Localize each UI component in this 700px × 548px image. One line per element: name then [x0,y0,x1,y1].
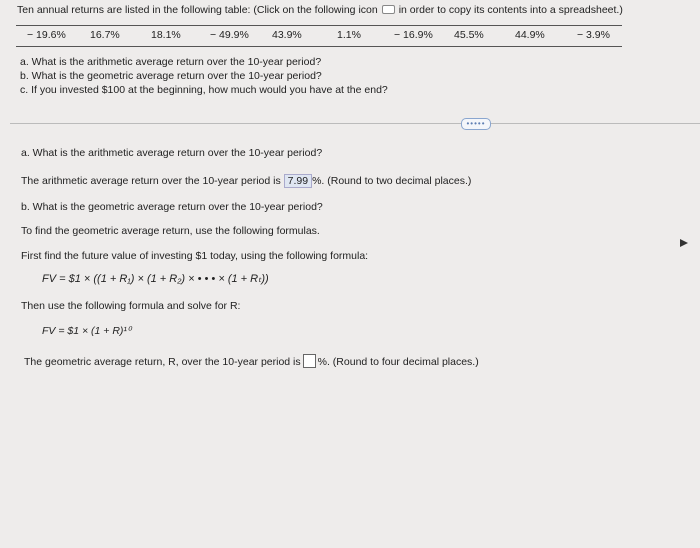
intro-text-before: Ten annual returns are listed in the following table: (Click on the following icon [17,4,378,16]
return-cell-7: − 16.9% [394,29,433,41]
return-cell-1: − 19.6% [27,29,66,41]
copy-spreadsheet-icon[interactable] [382,5,395,14]
question-c: c. If you invested $100 at the beginning, how much would you have at the end? [20,84,388,96]
table-bottom-border [16,46,622,47]
expand-more-button[interactable]: ••••• [461,118,491,130]
return-cell-9: 44.9% [515,29,545,41]
mouse-pointer-icon [680,239,688,247]
answer-b-heading: b. What is the geometric average return over the 10-year period? [21,201,323,213]
answer-b-line [24,354,479,368]
answer-b-text-before: The geometric average return, R, over the 10-year period is [24,356,301,368]
geometric-return-input[interactable] [303,354,316,368]
return-cell-4: − 49.9% [210,29,249,41]
formula-future-value: FV = $1 × ((1 + R₁) × (1 + R₂) × • • • × (1 + Rₜ)) [42,273,269,285]
formula-geometric: FV = $1 × (1 + R)¹⁰ [42,325,132,337]
answer-b-line3: Then use the following formula and solve for R: [21,300,241,312]
table-top-border [16,25,622,26]
intro-text-after: in order to copy its contents into a spreadsheet.) [398,4,623,16]
return-cell-2: 16.7% [90,29,120,41]
question-b: b. What is the geometric average return over the 10-year period? [20,70,322,82]
answer-a-value: 7.99 [284,174,312,188]
answer-b-text-after: %. (Round to four decimal places.) [317,356,479,368]
answer-b-line2: First find the future value of investing $1 today, using the following formula: [21,250,369,262]
answer-a-heading: a. What is the arithmetic average return over the 10-year period? [21,147,323,159]
answer-a-text-before: The arithmetic average return over the 10-year period is [21,175,281,187]
section-divider [10,123,700,124]
question-a: a. What is the arithmetic average return over the 10-year period? [20,56,322,68]
return-cell-6: 1.1% [337,29,361,41]
answer-a-text-after: %. (Round to two decimal places.) [312,175,472,187]
answer-b-line1: To find the geometric average return, use the following formulas. [21,225,320,237]
return-cell-10: − 3.9% [577,29,610,41]
return-cell-8: 45.5% [454,29,484,41]
answer-a-line [21,174,471,188]
return-cell-5: 43.9% [272,29,302,41]
intro-text [17,4,623,16]
return-cell-3: 18.1% [151,29,181,41]
